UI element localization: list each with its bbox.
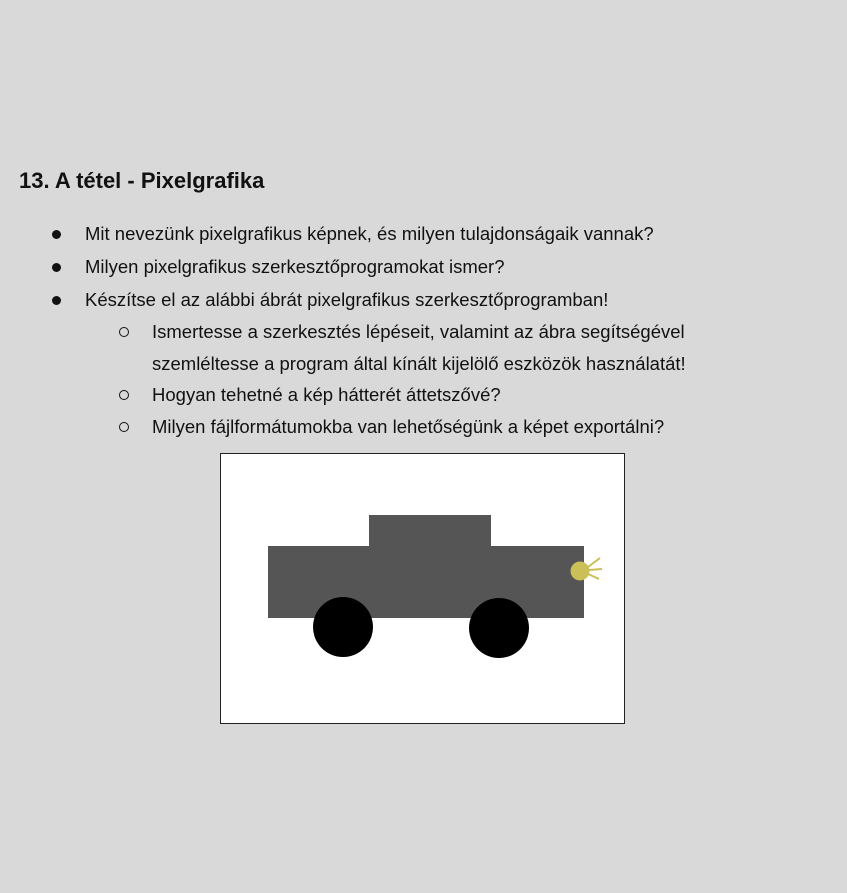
subquestion-line: Ismertesse a szerkesztés lépéseit, valamint az ábra segítségével xyxy=(152,321,685,342)
subquestion-line: Milyen fájlformátumokba van lehetőségünk a képet exportálni? xyxy=(152,416,665,437)
subquestion-item xyxy=(0,379,847,411)
bullet-disc-icon xyxy=(52,230,61,239)
question-item xyxy=(0,251,847,284)
car-body xyxy=(268,546,584,618)
car-cabin xyxy=(369,515,491,548)
question-text: Milyen pixelgrafikus szerkesztőprogramokat ismer? xyxy=(85,256,505,277)
wheel-back xyxy=(313,597,373,657)
subquestion-line: Hogyan tehetné a kép hátterét áttetszővé? xyxy=(152,384,501,405)
subquestion-item xyxy=(0,316,847,379)
question-item xyxy=(0,284,847,316)
car-drawing-icon xyxy=(221,454,624,723)
question-text: Mit nevezünk pixelgrafikus képnek, és milyen tulajdonságaik vannak? xyxy=(85,223,654,244)
bullet-circle-icon xyxy=(119,422,129,432)
bullet-disc-icon xyxy=(52,263,61,272)
question-item xyxy=(0,218,847,251)
car-figure xyxy=(220,453,625,724)
page-title: 13. A tétel - Pixelgrafika xyxy=(19,168,265,193)
question-text: Készítse el az alábbi ábrát pixelgrafikus szerkesztőprogramban! xyxy=(85,289,609,310)
subquestion-text xyxy=(152,379,501,411)
question-list xyxy=(0,218,847,443)
subquestion-text xyxy=(152,316,686,380)
bullet-circle-icon xyxy=(119,390,129,400)
wheel-front xyxy=(469,598,529,658)
bullet-disc-icon xyxy=(52,296,61,305)
bullet-circle-icon xyxy=(119,327,129,337)
subquestion-item xyxy=(0,411,847,443)
subquestion-line: szemléltesse a program által kínált kijelölő eszközök használatát! xyxy=(152,353,686,374)
subquestion-text xyxy=(152,411,664,443)
